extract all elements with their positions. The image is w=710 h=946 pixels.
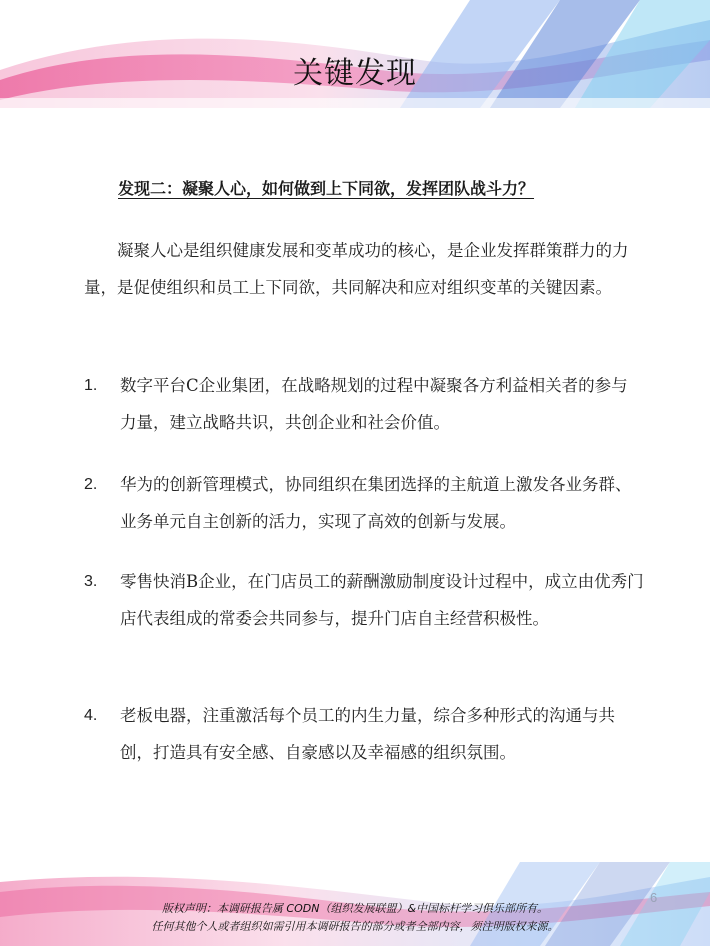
finding-item [84,697,644,771]
page-title: 关键发现 [293,56,417,91]
finding-item [84,563,644,637]
page-number: 6 [650,890,658,905]
section-heading: 发现二：凝聚人心，如何做到上下同欲，发挥团队战斗力？ [118,179,535,198]
finding-number: 2. [84,476,98,493]
copyright-notice-line-1: 版权声明：本调研报告属 CODN（组织发展联盟）&中国标杆学习俱乐部所有。 [161,902,549,915]
finding-number: 3. [84,573,98,590]
finding-text: 数字平台C企业集团，在战略规划的过程中凝聚各方利益相关者的参与力量，建立战略共识，共创企业和社会价值。 [120,376,628,432]
finding-item [84,466,644,540]
finding-number: 1. [84,377,98,394]
finding-number: 4. [84,707,98,724]
intro-paragraph: 凝聚人心是组织健康发展和变革成功的核心，是企业发挥群策群力的力量，是促使组织和员工上下同欲，共同解决和应对组织变革的关键因素。 [84,241,629,297]
copyright-notice-line-2: 任何其他个人或者组织如需引用本调研报告的部分或者全部内容，须注明版权来源。 [151,920,559,933]
finding-text: 零售快消B企业，在门店员工的薪酬激励制度设计过程中，成立由优秀门店代表组成的常委会共同参与，提升门店自主经营积极性。 [120,572,644,628]
finding-text: 老板电器，注重激活每个员工的内生力量，综合多种形式的沟通与共创，打造具有安全感、自豪感以及幸福感的组织氛围。 [120,706,615,762]
finding-item [84,367,644,441]
finding-text: 华为的创新管理模式，协同组织在集团选择的主航道上激发各业务群、业务单元自主创新的活力，实现了高效的创新与发展。 [120,475,632,531]
